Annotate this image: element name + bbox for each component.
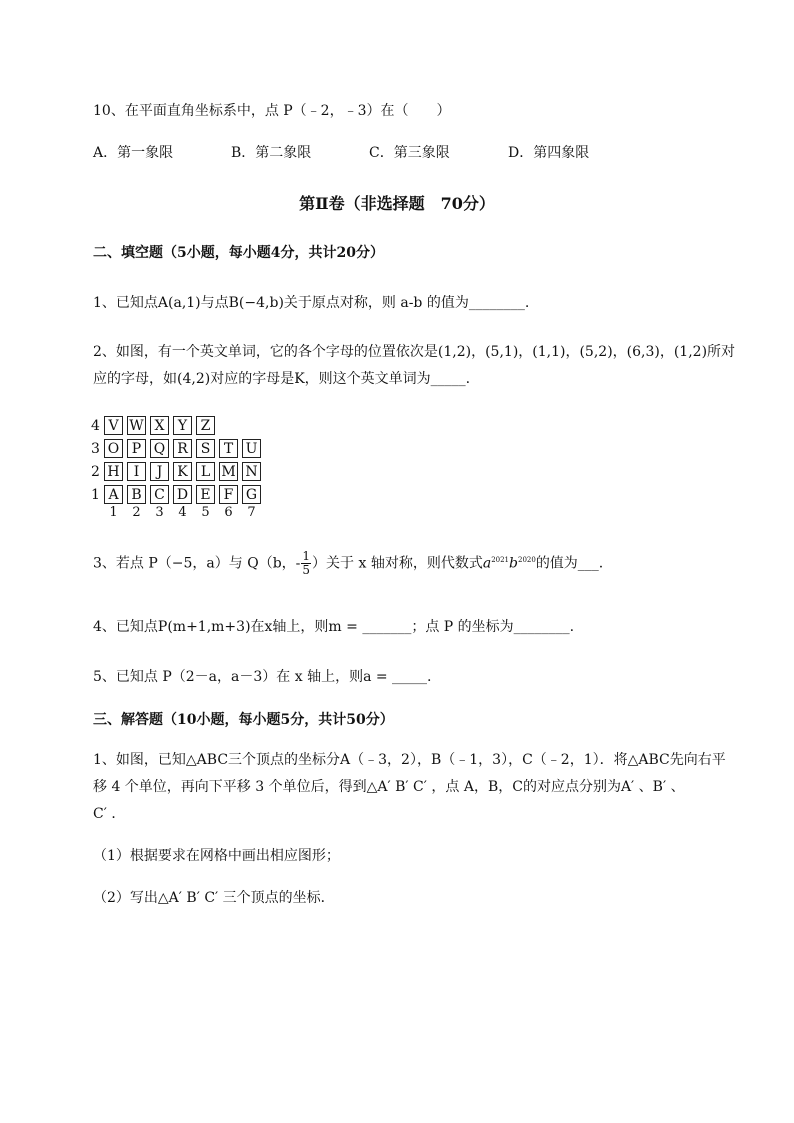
solve-subquestion-1: （1）根据要求在网格中画出相应图形； (93, 848, 340, 864)
solve-subquestion-2: （2）写出△A′ B′ C′ 三个顶点的坐标． (93, 890, 335, 906)
grid-cell: J (150, 462, 169, 481)
row-number: 2 (91, 464, 100, 480)
row-number: 1 (91, 487, 100, 503)
grid-cell: Q (150, 439, 169, 458)
grid-cell: O (104, 439, 123, 458)
option-d: D．第四象限 (508, 145, 590, 161)
fill-question-5: 5、已知点 P（2－a，a－3）在 x 轴上，则a = _____. (93, 669, 432, 685)
grid-cell: D (173, 485, 192, 504)
letter-grid-figure (91, 416, 271, 524)
option-a: A．第一象限 (93, 145, 174, 161)
grid-cell: W (127, 416, 146, 435)
grid-cell: N (242, 462, 261, 481)
column-number: 5 (201, 505, 210, 520)
q3-base-b: b (509, 555, 518, 572)
fraction-one-fifth (301, 550, 311, 577)
q3-text-start: 3、若点 P（−5，a）与 Q（b，- (93, 555, 301, 572)
grid-column-numbers (91, 505, 271, 521)
solve-question-1-line-1: 1、如图，已知△ABC三个顶点的坐标分A（﹣3，2），B（﹣1，3），C（﹣2，1）．将△ABC先向右平 (93, 752, 726, 768)
fraction-denominator: 5 (302, 563, 311, 577)
fill-question-4: 4、已知点P(m+1,m+3)在x轴上，则m = _______；点 P 的坐标为________. (93, 619, 575, 635)
grid-cell: B (127, 485, 146, 504)
grid-cell: X (150, 416, 169, 435)
grid-cell: M (219, 462, 238, 481)
solve-question-1-line-3: C′ ． (93, 806, 126, 822)
grid-cell: G (242, 485, 261, 504)
question-10-options (93, 142, 653, 160)
q3-exponent-b: 2020 (517, 555, 536, 564)
q3-text-end: 的值为___. (535, 555, 604, 572)
q3-text-middle: ）关于 x 轴对称，则代数式 (312, 555, 483, 572)
grid-cell: C (150, 485, 169, 504)
option-c: C．第三象限 (369, 145, 450, 161)
grid-cell: P (127, 439, 146, 458)
grid-cell: H (104, 462, 123, 481)
grid-cell: S (196, 439, 215, 458)
grid-cell: U (242, 439, 261, 458)
solve-section-title: 三、解答题（10小题，每小题5分，共计50分） (93, 712, 394, 728)
column-number: 4 (178, 505, 187, 520)
fraction-numerator: 1 (302, 549, 311, 563)
question-10-text: 10、在平面直角坐标系中，点 P（﹣2，﹣3）在（ ） (93, 103, 451, 119)
grid-cell: F (219, 485, 238, 504)
grid-cell: A (104, 485, 123, 504)
grid-cell: L (196, 462, 215, 481)
column-number: 7 (247, 505, 256, 520)
grid-cell: Z (196, 416, 215, 435)
fill-question-3 (93, 550, 603, 577)
fill-question-2-line-2: 应的字母，如(4,2)对应的字母是K，则这个英文单词为_____. (93, 371, 471, 387)
grid-cell: Y (173, 416, 192, 435)
q3-base-a: a (482, 555, 492, 572)
row-number: 4 (91, 418, 100, 434)
column-number: 3 (155, 505, 164, 520)
q3-exponent-a: 2021 (491, 555, 510, 564)
column-number: 1 (109, 505, 118, 520)
fill-question-2-line-1: 2、如图，有一个英文单词，它的各个字母的位置依次是(1,2)，(5,1)，(1,1)，(5,2)，(6,3)，(1,2)所对 (93, 344, 736, 360)
grid-cell: V (104, 416, 123, 435)
fill-question-1: 1、已知点A(a,1)与点B(−4,b)关于原点对称，则 a-b 的值为________. (93, 295, 530, 311)
grid-cell: T (219, 439, 238, 458)
column-number: 2 (132, 505, 141, 520)
grid-cell: R (173, 439, 192, 458)
row-number: 3 (91, 441, 100, 457)
column-number: 6 (224, 505, 233, 520)
grid-cell: I (127, 462, 146, 481)
part-2-title: 第Ⅱ卷（非选择题 70分） (299, 194, 495, 213)
solve-question-1-line-2: 移 4 个单位，再向下平移 3 个单位后，得到△A′ B′ C′ ，点 A，B，C的对应点分别为A′ 、B′ 、 (93, 779, 685, 795)
grid-cell: K (173, 462, 192, 481)
fill-section-title: 二、填空题（5小题，每小题4分，共计20分） (93, 245, 384, 261)
grid-cell: E (196, 485, 215, 504)
option-b: B．第二象限 (231, 145, 312, 161)
